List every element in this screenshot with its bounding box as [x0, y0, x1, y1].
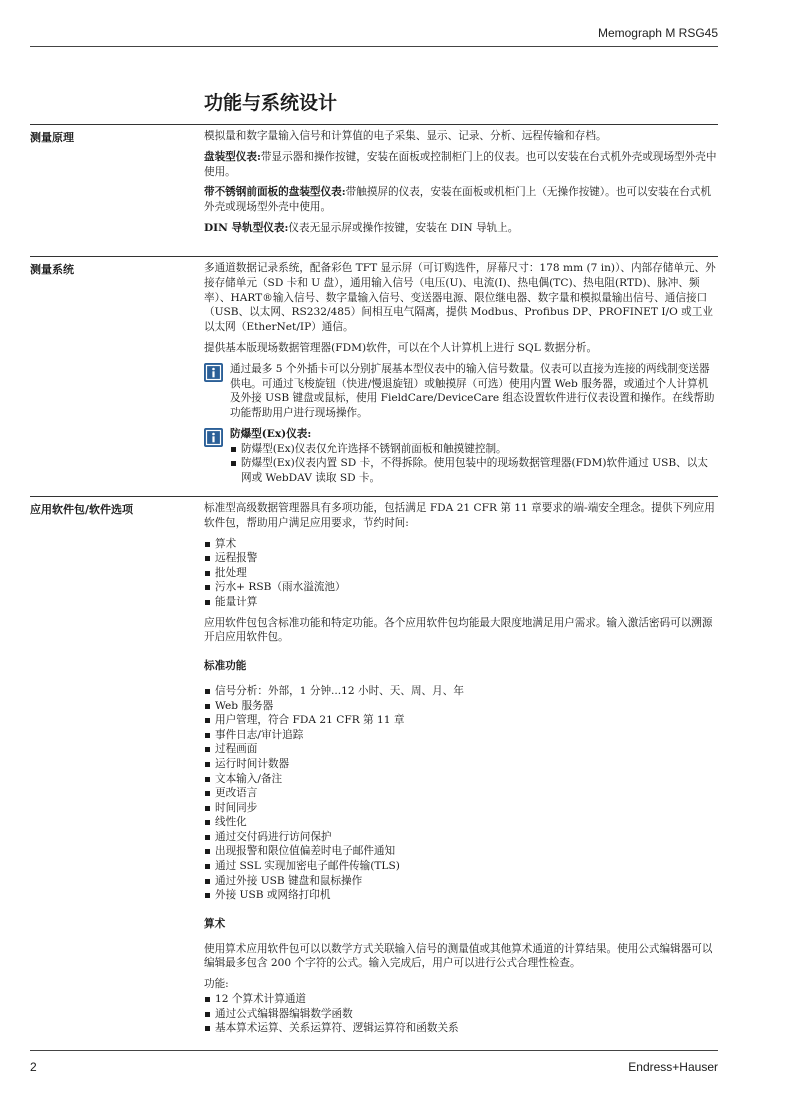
math-functions-list: [204, 992, 718, 1036]
info-note: [204, 362, 718, 421]
term-text: 仪表无显示屏或操作按键，安装在 DIN 导轨上。: [288, 221, 519, 234]
section-body: [204, 129, 718, 242]
paragraph: [204, 221, 718, 236]
paragraph: 提供基本版现场数据管理器(FDM)软件，可以在个人计算机上进行 SQL 数据分析。: [204, 341, 598, 354]
list-item: 防爆型(Ex)仪表内置 SD 卡，不得拆除。使用包装中的现场数据管理器(FDM)软件通过 USB、以太网或 WebDAV 读取 SD 卡。: [230, 456, 718, 485]
subheading-standard-functions: 标准功能: [204, 660, 247, 673]
subheading-math: 算术: [204, 917, 226, 930]
list-item: 事件日志/审计追踪: [204, 728, 718, 743]
paragraph: 标准型高级数据管理器具有多项功能，包括满足 FDA 21 CFR 第 11 章要求的端-端安全理念。提供下列应用软件包，帮助用户满足应用要求，节约时间:: [204, 502, 715, 529]
note-list: [230, 442, 718, 486]
functions-label: 功能:: [204, 978, 229, 991]
page-title: 功能与系统设计: [204, 92, 338, 114]
page-number: 2: [30, 1060, 37, 1074]
list-item: 批处理: [204, 566, 718, 581]
section-label: 测量原理: [30, 131, 74, 144]
paragraph: [204, 185, 718, 215]
list-item: 时间同步: [204, 801, 718, 816]
header-product-name: Memograph M RSG45: [597, 26, 718, 40]
list-item: 用户管理，符合 FDA 21 CFR 第 11 章: [204, 713, 718, 728]
info-icon: [204, 428, 223, 447]
paragraph: 使用算术应用软件包可以以数学方式关联输入信号的测量值或其他算术通道的计算结果。使用公式编辑器可以编辑最多包含 200 个字符的公式。输入完成后，用户可以进行公式合理性检查。: [204, 942, 713, 970]
section-label: 测量系统: [30, 263, 74, 276]
list-item: 通过公式编辑器编辑数学函数: [204, 1007, 718, 1022]
list-item: 外接 USB 或网络打印机: [204, 888, 718, 903]
list-item: 运行时间计数器: [204, 757, 718, 772]
list-item: 算术: [204, 537, 718, 552]
section-label: 应用软件包/软件选项: [30, 503, 134, 516]
footer-brand: Endress+Hauser: [628, 1060, 718, 1074]
list-item: 远程报警: [204, 551, 718, 566]
list-item: 通过交付码进行访问保护: [204, 830, 718, 845]
paragraph: 模拟量和数字量输入信号和计算值的电子采集、显示、记录、分析、远程传输和存档。: [204, 130, 607, 142]
note-text: 通过最多 5 个外插卡可以分别扩展基本型仪表中的输入信号数量。仪表可以直接为连接的两线制变送器供电。可通过飞梭旋钮（快进/慢退旋钮）或触摸屏（可选）使用内置 Web 服务器，或通过个人计算机及外接 USB 键盘或鼠标，使用 FieldCare/DeviceCare 组态设置软件进行仪表设置和操作。在线帮助功能帮助用户进行现场操作。: [230, 362, 715, 420]
term: DIN 导轨型仪表:: [204, 221, 289, 234]
term: 带不锈钢前面板的盘装型仪表:: [204, 186, 346, 199]
section-measuring-system: [30, 256, 718, 484]
list-item: 防爆型(Ex)仪表仅允许选择不锈钢前面板和触摸键控制。: [230, 442, 718, 457]
note-title-text: 防爆型(Ex)仪表:: [230, 427, 312, 440]
footer-divider: [30, 1050, 718, 1051]
section-body: [204, 501, 718, 1042]
info-icon: [204, 363, 223, 382]
list-item: 信号分析：外部，1 分钟...12 小时、天、周、月、年: [204, 684, 718, 699]
list-item: 12 个算术计算通道: [204, 992, 718, 1007]
list-item: 更改语言: [204, 786, 718, 801]
list-item: 通过 SSL 实现加密电子邮件传输(TLS): [204, 859, 718, 874]
paragraph: 应用软件包包含标准功能和特定功能。各个应用软件包均能最大限度地满足用户需求。输入激活密码可以溯源开启应用软件包。: [204, 616, 713, 644]
list-item: 线性化: [204, 815, 718, 830]
list-item: 出现报警和限位值偏差时电子邮件通知: [204, 844, 718, 859]
standard-functions-list: [204, 684, 718, 903]
list-item: 能量计算: [204, 595, 718, 610]
term: 盘装型仪表:: [204, 150, 261, 163]
list-item: 通过外接 USB 键盘和鼠标操作: [204, 874, 718, 889]
list-item: Web 服务器: [204, 699, 718, 714]
section-measuring-principle: [30, 124, 718, 234]
section-body: [204, 261, 718, 492]
section-application-packages: [30, 496, 718, 1035]
term-text: 带显示器和操作按键，安装在面板或控制柜门上的仪表。也可以安装在台式机外壳或现场型外壳中使用。: [204, 150, 717, 178]
info-note: [204, 427, 718, 486]
list-item: 污水+ RSB（雨水溢流池）: [204, 580, 718, 595]
list-item: 基本算术运算、关系运算符、逻辑运算符和函数关系: [204, 1021, 718, 1036]
package-list: [204, 537, 718, 610]
term-text: 带触摸屏的仪表，安装在面板或机柜门上（无操作按键）。也可以安装在台式机外壳或现场型外壳中使用。: [204, 186, 712, 214]
paragraph: [204, 150, 718, 180]
list-item: 过程画面: [204, 742, 718, 757]
note-title: [230, 427, 718, 442]
list-item: 文本输入/备注: [204, 772, 718, 787]
paragraph: 多通道数据记录系统，配备彩色 TFT 显示屏（可订购选件，屏幕尺寸：178 mm (7 in)）、内部存储单元、外接存储单元（SD 卡和 U 盘），通用输入信号（电压(U)、电流(I)、热电偶(TC)、热电阻(RTD)、脉冲、频率）、HART®输入信号、数字量输入信号、变送器电源、限位继电器、数字量和模拟量输出信号、通信接口（USB、以太网、RS232/485）间相互电气隔离，提供 Modbus、Profibus DP、PROFINET I/O 或工业以太网（EtherNet/IP）通信。: [204, 262, 716, 334]
header-divider: [30, 46, 718, 47]
